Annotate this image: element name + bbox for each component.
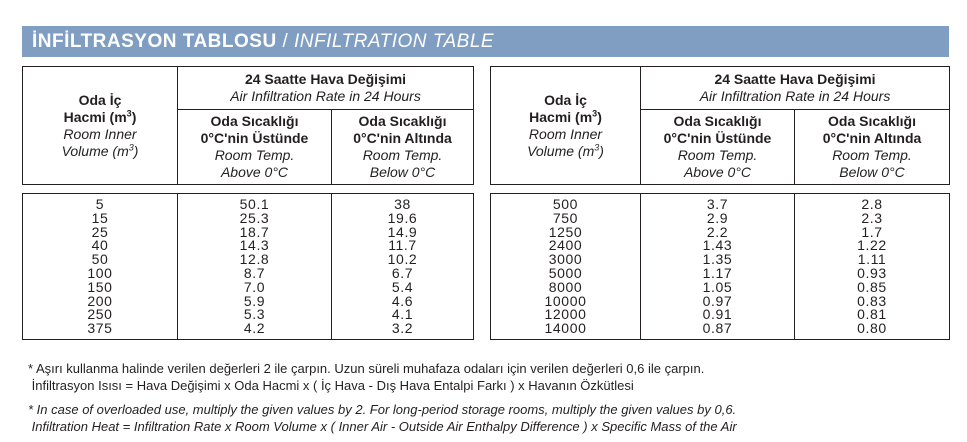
below-zero-header: Oda Sıcaklığı 0°C'nin Altında Room Temp. Below 0°C bbox=[332, 110, 474, 185]
table-cell: 375 bbox=[87, 320, 113, 337]
volume-header bbox=[491, 67, 641, 185]
below-zero-header: Oda Sıcaklığı 0°C'nin Altında Room Temp. Below 0°C bbox=[795, 110, 950, 185]
table-cell: 0.81 bbox=[857, 306, 887, 323]
table-cell: 25.3 bbox=[239, 209, 270, 226]
table-cell: 18.7 bbox=[239, 223, 270, 240]
table-cell: 3000 bbox=[548, 251, 583, 268]
table-cell: 8.7 bbox=[243, 264, 266, 281]
table-cell: 1.7 bbox=[861, 223, 883, 240]
table-cell: 4.1 bbox=[391, 306, 414, 323]
table-cell: 0.83 bbox=[857, 292, 887, 309]
table-cell: 150 bbox=[87, 278, 113, 295]
table-cell: 10000 bbox=[544, 292, 587, 309]
table-cell: 2.8 bbox=[861, 196, 883, 212]
table-cell: 10.2 bbox=[387, 251, 418, 268]
table-cell: 50 bbox=[91, 251, 109, 268]
table-cell: 0.85 bbox=[857, 278, 887, 295]
rate-header-en: Air Infiltration Rate in 24 Hours bbox=[699, 88, 891, 104]
volume-header-tr-2: Hacmi $(m^3)$ bbox=[63, 107, 137, 125]
volume-header-en-1: Room Inner bbox=[63, 125, 137, 142]
above-zero-header: Oda Sıcaklığı 0°C'nin Üstünde Room Temp. Above 0°C bbox=[178, 110, 332, 185]
volume-column bbox=[23, 194, 178, 340]
table-cell: 0.87 bbox=[702, 320, 733, 337]
volume-column bbox=[491, 194, 641, 340]
infiltration-table-right bbox=[490, 66, 950, 340]
table-cell: 8000 bbox=[548, 278, 583, 295]
title-english: INFILTRATION TABLE bbox=[294, 31, 495, 52]
table-cell: 0.97 bbox=[702, 292, 733, 309]
table-cell: 1.11 bbox=[857, 251, 887, 268]
table-cell: 14.9 bbox=[387, 223, 418, 240]
table-title bbox=[22, 26, 949, 57]
below-zero-column bbox=[795, 194, 950, 340]
table-cell: 100 bbox=[87, 264, 113, 281]
rate-header bbox=[178, 67, 474, 110]
volume-header-en-1: Room Inner bbox=[528, 125, 603, 142]
above-zero-column bbox=[178, 194, 332, 340]
volume-header-tr-1: Oda İç bbox=[78, 91, 122, 108]
volume-header-en-2: Volume $(m^3)$ bbox=[527, 141, 604, 159]
table-cell: 5.4 bbox=[391, 278, 414, 295]
table-cell: 200 bbox=[87, 292, 113, 309]
footnote-turkish bbox=[28, 360, 948, 394]
table-cell: 12.8 bbox=[239, 251, 270, 268]
footnote-en-line-2: Infiltration Heat = Infiltration Rate x Room Volume x ( Inner Air - Outside Air Enthalpy Difference ) x Specific Mass of the Air bbox=[28, 419, 737, 434]
table-cell: 2.9 bbox=[706, 209, 729, 226]
table-cell: 2.2 bbox=[706, 223, 729, 240]
table-cell: 4.2 bbox=[243, 320, 266, 337]
table-cell: 3.7 bbox=[706, 196, 729, 212]
footnotes bbox=[28, 360, 948, 442]
title-separator: / bbox=[276, 31, 295, 52]
table-cell: 50.1 bbox=[239, 196, 270, 212]
title-turkish: İNFİLTRASYON TABLOSU bbox=[32, 31, 277, 52]
rate-header-tr: 24 Saatte Hava Değişimi bbox=[244, 71, 407, 87]
table-cell: 40 bbox=[91, 237, 109, 254]
rate-header-en: Air Infiltration Rate in 24 Hours bbox=[230, 88, 421, 104]
table-cell: 5000 bbox=[548, 264, 583, 281]
table-cell: 19.6 bbox=[387, 209, 418, 226]
table-cell: 1.22 bbox=[857, 237, 887, 254]
table-cell: 7.0 bbox=[243, 278, 266, 295]
table-cell: 2400 bbox=[548, 237, 583, 254]
table-cell: 2.3 bbox=[861, 209, 883, 226]
volume-header bbox=[23, 67, 178, 185]
table-cell: 1.17 bbox=[702, 264, 733, 281]
table-cell: 750 bbox=[552, 209, 579, 226]
footnote-en-line-1: * In case of overloaded use, multiply the given values by 2. For long-period storage rooms, multiply the given values by 0,6. bbox=[28, 402, 737, 417]
table-cell: 5.9 bbox=[243, 292, 266, 309]
table-cell: 12000 bbox=[544, 306, 587, 323]
volume-header-tr-1: Oda İç bbox=[544, 91, 587, 108]
below-zero-column bbox=[332, 194, 474, 340]
table-cell: 3.2 bbox=[391, 320, 414, 337]
footnote-tr-line-2: İnfiltrasyon Isısı = Hava Değişimi x Oda Hacmi x ( İç Hava - Dış Hava Entalpi Farkı ) x Havanın Özkütlesi bbox=[28, 378, 634, 393]
table-cell: 11.7 bbox=[388, 237, 417, 254]
above-zero-header: Oda Sıcaklığı 0°C'nin Üstünde Room Temp. Above 0°C bbox=[641, 110, 795, 185]
table-cell: 14.3 bbox=[239, 237, 270, 254]
rate-header bbox=[641, 67, 950, 110]
table-cell: 15 bbox=[91, 209, 109, 226]
infiltration-table-left bbox=[22, 66, 474, 340]
table-cell: 250 bbox=[87, 306, 113, 323]
table-cell: 4.6 bbox=[391, 292, 414, 309]
footnote-tr-line-1: * Aşırı kullanma halinde verilen değerleri 2 ile çarpın. Uzun süreli muhafaza odaları için verilen değerleri 0,6 ile çarpın. bbox=[28, 361, 705, 376]
table-cell: 38 bbox=[394, 196, 411, 212]
table-cell: 0.91 bbox=[702, 306, 733, 323]
above-zero-column bbox=[641, 194, 795, 340]
table-cell: 14000 bbox=[544, 320, 587, 337]
table-cell: 1250 bbox=[548, 223, 583, 240]
table-cell: 0.80 bbox=[857, 320, 887, 337]
table-cell: 500 bbox=[552, 196, 579, 212]
table-cell: 1.35 bbox=[702, 251, 733, 268]
table-cell: 6.7 bbox=[391, 264, 414, 281]
volume-header-tr-2: Hacmi $(m^3)$ bbox=[529, 107, 602, 125]
footnote-english bbox=[28, 401, 948, 435]
table-cell: 1.43 bbox=[702, 237, 733, 254]
volume-header-en-2: Volume $(m^3)$ bbox=[61, 141, 139, 159]
table-cell: 5.3 bbox=[243, 306, 266, 323]
table-cell: 0.93 bbox=[857, 264, 887, 281]
table-cell: 25 bbox=[91, 223, 109, 240]
table-cell: 1.05 bbox=[702, 278, 733, 295]
rate-header-tr: 24 Saatte Hava Değişimi bbox=[714, 71, 876, 87]
table-cell: 5 bbox=[95, 196, 105, 212]
